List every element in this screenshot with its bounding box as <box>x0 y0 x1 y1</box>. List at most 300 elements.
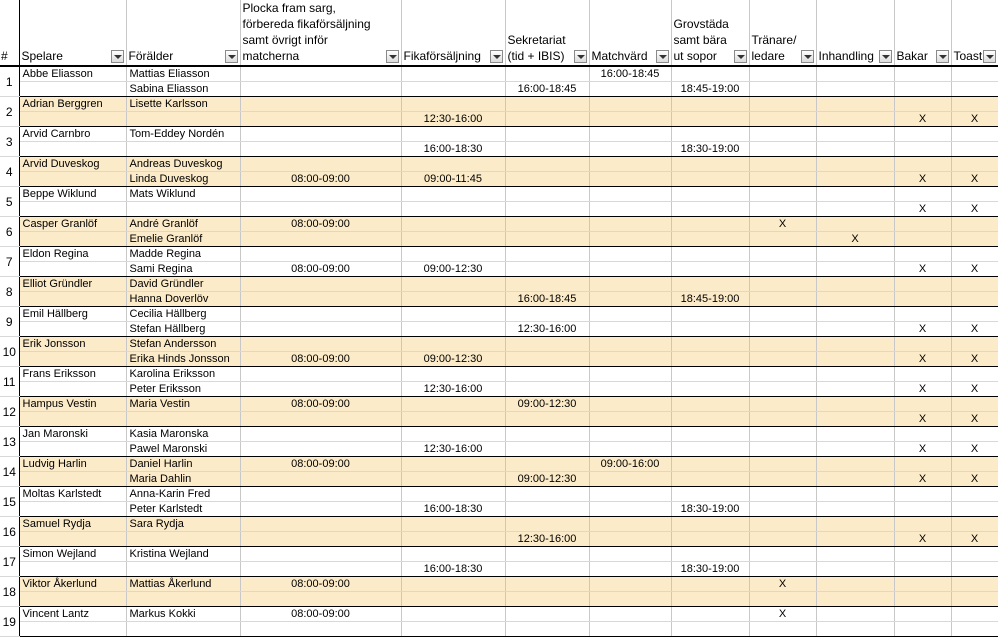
cell-plocka[interactable] <box>240 487 401 502</box>
cell-spelare[interactable]: Adrian Berggren <box>19 97 126 112</box>
cell-spelare[interactable]: Emil Hällberg <box>19 307 126 322</box>
cell-grovstada[interactable] <box>671 382 749 397</box>
cell-grovstada[interactable] <box>671 247 749 262</box>
cell-matchvard[interactable] <box>589 487 671 502</box>
cell-inhandling[interactable] <box>816 97 894 112</box>
cell-grovstada[interactable] <box>671 232 749 247</box>
cell-toast[interactable]: X <box>951 322 998 337</box>
cell-sekretariat[interactable] <box>505 142 589 157</box>
cell-toast[interactable]: X <box>951 172 998 187</box>
cell-tranare[interactable] <box>749 382 816 397</box>
cell-grovstada[interactable] <box>671 322 749 337</box>
cell-foralder[interactable]: Maria Dahlin <box>126 472 240 487</box>
row-number[interactable]: 10 <box>0 337 19 367</box>
cell-tranare[interactable] <box>749 127 816 142</box>
cell-sekretariat[interactable] <box>505 517 589 532</box>
cell-tranare[interactable] <box>749 457 816 472</box>
cell-toast[interactable] <box>951 127 998 142</box>
cell-toast[interactable] <box>951 157 998 172</box>
cell-grovstada[interactable] <box>671 187 749 202</box>
cell-tranare[interactable] <box>749 562 816 577</box>
cell-matchvard[interactable] <box>589 547 671 562</box>
cell-grovstada[interactable] <box>671 97 749 112</box>
cell-toast[interactable] <box>951 292 998 307</box>
cell-fika[interactable] <box>401 277 505 292</box>
cell-foralder[interactable]: David Gründler <box>126 277 240 292</box>
cell-sekretariat[interactable] <box>505 202 589 217</box>
cell-inhandling[interactable] <box>816 142 894 157</box>
cell-bakar[interactable] <box>894 277 951 292</box>
cell-matchvard[interactable] <box>589 502 671 517</box>
cell-foralder[interactable]: Sabina Eliasson <box>126 82 240 97</box>
cell-sekretariat[interactable] <box>505 367 589 382</box>
cell-bakar[interactable]: X <box>894 112 951 127</box>
cell-matchvard[interactable] <box>589 607 671 622</box>
cell-toast[interactable] <box>951 217 998 232</box>
cell-plocka[interactable]: 08:00-09:00 <box>240 457 401 472</box>
cell-spelare[interactable] <box>19 592 126 607</box>
cell-inhandling[interactable] <box>816 157 894 172</box>
cell-toast[interactable] <box>951 502 998 517</box>
cell-spelare[interactable] <box>19 562 126 577</box>
cell-toast[interactable]: X <box>951 262 998 277</box>
cell-spelare[interactable] <box>19 202 126 217</box>
cell-fika[interactable]: 12:30-16:00 <box>401 442 505 457</box>
cell-spelare[interactable]: Frans Eriksson <box>19 367 126 382</box>
cell-inhandling[interactable] <box>816 217 894 232</box>
cell-spelare[interactable] <box>19 322 126 337</box>
cell-spelare[interactable] <box>19 172 126 187</box>
row-number[interactable]: 9 <box>0 307 19 337</box>
cell-fika[interactable]: 16:00-18:30 <box>401 142 505 157</box>
cell-toast[interactable] <box>951 547 998 562</box>
cell-spelare[interactable] <box>19 82 126 97</box>
cell-plocka[interactable] <box>240 232 401 247</box>
cell-fika[interactable] <box>401 337 505 352</box>
cell-bakar[interactable] <box>894 502 951 517</box>
cell-matchvard[interactable] <box>589 142 671 157</box>
cell-sekretariat[interactable] <box>505 66 589 82</box>
cell-toast[interactable] <box>951 427 998 442</box>
cell-matchvard[interactable] <box>589 172 671 187</box>
cell-inhandling[interactable] <box>816 592 894 607</box>
cell-inhandling[interactable] <box>816 337 894 352</box>
cell-foralder[interactable]: Peter Eriksson <box>126 382 240 397</box>
cell-toast[interactable] <box>951 607 998 622</box>
cell-fika[interactable]: 12:30-16:00 <box>401 112 505 127</box>
cell-foralder[interactable] <box>126 412 240 427</box>
cell-matchvard[interactable] <box>589 187 671 202</box>
cell-fika[interactable] <box>401 232 505 247</box>
cell-matchvard[interactable] <box>589 412 671 427</box>
filter-dropdown-icon[interactable] <box>386 50 399 63</box>
cell-sekretariat[interactable]: 12:30-16:00 <box>505 532 589 547</box>
cell-sekretariat[interactable] <box>505 457 589 472</box>
cell-sekretariat[interactable] <box>505 157 589 172</box>
cell-bakar[interactable] <box>894 142 951 157</box>
cell-fika[interactable] <box>401 457 505 472</box>
cell-toast[interactable]: X <box>951 442 998 457</box>
cell-foralder[interactable]: Linda Duveskog <box>126 172 240 187</box>
cell-fika[interactable] <box>401 202 505 217</box>
cell-spelare[interactable]: Jan Maronski <box>19 427 126 442</box>
cell-sekretariat[interactable] <box>505 487 589 502</box>
cell-matchvard[interactable] <box>589 157 671 172</box>
cell-toast[interactable] <box>951 232 998 247</box>
cell-tranare[interactable] <box>749 472 816 487</box>
cell-plocka[interactable] <box>240 532 401 547</box>
cell-bakar[interactable] <box>894 82 951 97</box>
cell-foralder[interactable]: Maria Vestin <box>126 397 240 412</box>
cell-bakar[interactable] <box>894 607 951 622</box>
cell-tranare[interactable] <box>749 517 816 532</box>
cell-matchvard[interactable] <box>589 97 671 112</box>
cell-bakar[interactable]: X <box>894 172 951 187</box>
cell-inhandling[interactable] <box>816 367 894 382</box>
cell-fika[interactable]: 16:00-18:30 <box>401 502 505 517</box>
cell-grovstada[interactable] <box>671 202 749 217</box>
cell-fika[interactable] <box>401 127 505 142</box>
cell-tranare[interactable]: X <box>749 577 816 592</box>
cell-bakar[interactable] <box>894 66 951 82</box>
cell-matchvard[interactable] <box>589 472 671 487</box>
cell-fika[interactable]: 09:00-12:30 <box>401 262 505 277</box>
cell-plocka[interactable] <box>240 202 401 217</box>
cell-tranare[interactable] <box>749 172 816 187</box>
cell-bakar[interactable] <box>894 397 951 412</box>
cell-bakar[interactable] <box>894 517 951 532</box>
cell-plocka[interactable]: 08:00-09:00 <box>240 397 401 412</box>
row-number[interactable]: 15 <box>0 487 19 517</box>
cell-fika[interactable] <box>401 427 505 442</box>
cell-fika[interactable] <box>401 487 505 502</box>
cell-plocka[interactable]: 08:00-09:00 <box>240 262 401 277</box>
cell-grovstada[interactable]: 18:45-19:00 <box>671 82 749 97</box>
cell-grovstada[interactable] <box>671 127 749 142</box>
cell-grovstada[interactable] <box>671 427 749 442</box>
cell-toast[interactable]: X <box>951 472 998 487</box>
cell-matchvard[interactable] <box>589 112 671 127</box>
cell-grovstada[interactable] <box>671 172 749 187</box>
cell-plocka[interactable] <box>240 142 401 157</box>
row-number[interactable]: 5 <box>0 187 19 217</box>
cell-foralder[interactable]: André Granlöf <box>126 217 240 232</box>
cell-inhandling[interactable] <box>816 112 894 127</box>
cell-sekretariat[interactable] <box>505 277 589 292</box>
cell-spelare[interactable]: Ludvig Harlin <box>19 457 126 472</box>
cell-toast[interactable] <box>951 66 998 82</box>
cell-fika[interactable] <box>401 532 505 547</box>
cell-fika[interactable] <box>401 412 505 427</box>
cell-matchvard[interactable] <box>589 322 671 337</box>
row-number[interactable]: 13 <box>0 427 19 457</box>
cell-foralder[interactable]: Erika Hinds Jonsson <box>126 352 240 367</box>
cell-plocka[interactable] <box>240 82 401 97</box>
cell-matchvard[interactable] <box>589 307 671 322</box>
cell-spelare[interactable]: Abbe Eliasson <box>19 66 126 82</box>
cell-matchvard[interactable] <box>589 577 671 592</box>
cell-grovstada[interactable] <box>671 547 749 562</box>
cell-matchvard[interactable] <box>589 127 671 142</box>
filter-dropdown-icon[interactable] <box>879 50 892 63</box>
cell-toast[interactable]: X <box>951 112 998 127</box>
cell-foralder[interactable]: Mattias Eliasson <box>126 66 240 82</box>
cell-sekretariat[interactable] <box>505 232 589 247</box>
cell-bakar[interactable] <box>894 187 951 202</box>
cell-toast[interactable]: X <box>951 352 998 367</box>
cell-plocka[interactable]: 08:00-09:00 <box>240 577 401 592</box>
cell-foralder[interactable]: Markus Kokki <box>126 607 240 622</box>
cell-bakar[interactable]: X <box>894 382 951 397</box>
cell-grovstada[interactable] <box>671 592 749 607</box>
cell-tranare[interactable] <box>749 412 816 427</box>
row-number[interactable]: 18 <box>0 577 19 607</box>
cell-inhandling[interactable] <box>816 352 894 367</box>
cell-tranare[interactable] <box>749 82 816 97</box>
cell-grovstada[interactable] <box>671 442 749 457</box>
cell-fika[interactable] <box>401 322 505 337</box>
cell-bakar[interactable] <box>894 367 951 382</box>
cell-sekretariat[interactable] <box>505 412 589 427</box>
cell-bakar[interactable] <box>894 217 951 232</box>
cell-plocka[interactable] <box>240 247 401 262</box>
cell-matchvard[interactable] <box>589 82 671 97</box>
cell-grovstada[interactable] <box>671 457 749 472</box>
cell-matchvard[interactable] <box>589 202 671 217</box>
cell-tranare[interactable] <box>749 66 816 82</box>
cell-foralder[interactable]: Madde Regina <box>126 247 240 262</box>
cell-toast[interactable] <box>951 247 998 262</box>
cell-foralder[interactable]: Kristina Wejland <box>126 547 240 562</box>
cell-plocka[interactable] <box>240 472 401 487</box>
cell-toast[interactable]: X <box>951 412 998 427</box>
row-number[interactable]: 2 <box>0 97 19 127</box>
cell-inhandling[interactable] <box>816 442 894 457</box>
cell-sekretariat[interactable]: 09:00-12:30 <box>505 472 589 487</box>
cell-plocka[interactable]: 08:00-09:00 <box>240 172 401 187</box>
cell-plocka[interactable] <box>240 517 401 532</box>
cell-grovstada[interactable] <box>671 262 749 277</box>
cell-grovstada[interactable]: 18:45-19:00 <box>671 292 749 307</box>
cell-toast[interactable] <box>951 487 998 502</box>
cell-inhandling[interactable] <box>816 292 894 307</box>
cell-plocka[interactable] <box>240 66 401 82</box>
cell-sekretariat[interactable]: 09:00-12:30 <box>505 397 589 412</box>
cell-fika[interactable] <box>401 187 505 202</box>
cell-inhandling[interactable] <box>816 247 894 262</box>
cell-inhandling[interactable]: X <box>816 232 894 247</box>
cell-spelare[interactable] <box>19 112 126 127</box>
cell-foralder[interactable]: Mats Wiklund <box>126 187 240 202</box>
cell-matchvard[interactable] <box>589 562 671 577</box>
cell-spelare[interactable]: Samuel Rydja <box>19 517 126 532</box>
cell-fika[interactable] <box>401 472 505 487</box>
cell-matchvard[interactable]: 09:00-16:00 <box>589 457 671 472</box>
cell-inhandling[interactable] <box>816 307 894 322</box>
cell-fika[interactable] <box>401 97 505 112</box>
cell-bakar[interactable]: X <box>894 262 951 277</box>
cell-grovstada[interactable] <box>671 412 749 427</box>
cell-fika[interactable] <box>401 517 505 532</box>
cell-plocka[interactable] <box>240 322 401 337</box>
cell-inhandling[interactable] <box>816 577 894 592</box>
cell-toast[interactable] <box>951 277 998 292</box>
cell-bakar[interactable]: X <box>894 322 951 337</box>
row-number[interactable]: 14 <box>0 457 19 487</box>
cell-inhandling[interactable] <box>816 457 894 472</box>
cell-bakar[interactable] <box>894 487 951 502</box>
cell-plocka[interactable] <box>240 112 401 127</box>
cell-sekretariat[interactable]: 16:00-18:45 <box>505 292 589 307</box>
cell-grovstada[interactable] <box>671 157 749 172</box>
cell-foralder[interactable]: Pawel Maronski <box>126 442 240 457</box>
cell-foralder[interactable] <box>126 202 240 217</box>
cell-bakar[interactable]: X <box>894 442 951 457</box>
cell-sekretariat[interactable] <box>505 337 589 352</box>
cell-tranare[interactable] <box>749 187 816 202</box>
row-number[interactable]: 12 <box>0 397 19 427</box>
cell-toast[interactable] <box>951 517 998 532</box>
cell-grovstada[interactable] <box>671 577 749 592</box>
row-number[interactable]: 1 <box>0 66 19 97</box>
cell-foralder[interactable]: Andreas Duveskog <box>126 157 240 172</box>
cell-fika[interactable]: 09:00-11:45 <box>401 172 505 187</box>
cell-matchvard[interactable] <box>589 442 671 457</box>
cell-plocka[interactable] <box>240 547 401 562</box>
cell-foralder[interactable]: Anna-Karin Fred <box>126 487 240 502</box>
cell-spelare[interactable] <box>19 232 126 247</box>
row-number[interactable]: 6 <box>0 217 19 247</box>
cell-foralder[interactable]: Karolina Eriksson <box>126 367 240 382</box>
cell-tranare[interactable] <box>749 247 816 262</box>
row-number[interactable]: 7 <box>0 247 19 277</box>
cell-spelare[interactable]: Eldon Regina <box>19 247 126 262</box>
cell-toast[interactable] <box>951 592 998 607</box>
cell-sekretariat[interactable] <box>505 502 589 517</box>
cell-spelare[interactable]: Elliot Gründler <box>19 277 126 292</box>
cell-tranare[interactable] <box>749 307 816 322</box>
cell-spelare[interactable] <box>19 262 126 277</box>
cell-spelare[interactable]: Moltas Karlstedt <box>19 487 126 502</box>
row-number[interactable]: 3 <box>0 127 19 157</box>
cell-sekretariat[interactable] <box>505 262 589 277</box>
cell-foralder[interactable] <box>126 562 240 577</box>
cell-toast[interactable]: X <box>951 202 998 217</box>
cell-matchvard[interactable] <box>589 592 671 607</box>
cell-sekretariat[interactable] <box>505 592 589 607</box>
cell-grovstada[interactable] <box>671 367 749 382</box>
cell-plocka[interactable] <box>240 307 401 322</box>
cell-grovstada[interactable]: 18:30-19:00 <box>671 502 749 517</box>
cell-grovstada[interactable] <box>671 307 749 322</box>
cell-bakar[interactable] <box>894 247 951 262</box>
cell-matchvard[interactable] <box>589 352 671 367</box>
row-number[interactable]: 19 <box>0 607 19 637</box>
cell-inhandling[interactable] <box>816 562 894 577</box>
cell-fika[interactable] <box>401 547 505 562</box>
cell-foralder[interactable]: Daniel Harlin <box>126 457 240 472</box>
cell-grovstada[interactable] <box>671 487 749 502</box>
cell-toast[interactable] <box>951 97 998 112</box>
cell-inhandling[interactable] <box>816 322 894 337</box>
cell-matchvard[interactable] <box>589 427 671 442</box>
cell-plocka[interactable] <box>240 277 401 292</box>
row-number[interactable]: 4 <box>0 157 19 187</box>
filter-dropdown-icon[interactable] <box>225 50 238 63</box>
cell-tranare[interactable] <box>749 97 816 112</box>
cell-toast[interactable] <box>951 307 998 322</box>
cell-toast[interactable] <box>951 142 998 157</box>
cell-tranare[interactable]: X <box>749 607 816 622</box>
cell-sekretariat[interactable] <box>505 172 589 187</box>
row-number[interactable]: 8 <box>0 277 19 307</box>
cell-foralder[interactable]: Stefan Hällberg <box>126 322 240 337</box>
cell-foralder[interactable] <box>126 142 240 157</box>
cell-tranare[interactable] <box>749 547 816 562</box>
cell-inhandling[interactable] <box>816 172 894 187</box>
cell-fika[interactable] <box>401 157 505 172</box>
cell-bakar[interactable]: X <box>894 412 951 427</box>
cell-sekretariat[interactable] <box>505 97 589 112</box>
cell-grovstada[interactable] <box>671 517 749 532</box>
cell-bakar[interactable] <box>894 307 951 322</box>
cell-tranare[interactable] <box>749 322 816 337</box>
cell-foralder[interactable] <box>126 592 240 607</box>
cell-bakar[interactable] <box>894 562 951 577</box>
cell-tranare[interactable] <box>749 157 816 172</box>
cell-spelare[interactable]: Beppe Wiklund <box>19 187 126 202</box>
cell-grovstada[interactable] <box>671 66 749 82</box>
cell-bakar[interactable]: X <box>894 352 951 367</box>
cell-sekretariat[interactable] <box>505 352 589 367</box>
cell-bakar[interactable] <box>894 427 951 442</box>
cell-toast[interactable] <box>951 187 998 202</box>
cell-bakar[interactable] <box>894 457 951 472</box>
cell-spelare[interactable] <box>19 442 126 457</box>
cell-matchvard[interactable] <box>589 262 671 277</box>
cell-inhandling[interactable] <box>816 517 894 532</box>
cell-inhandling[interactable] <box>816 607 894 622</box>
cell-plocka[interactable] <box>240 157 401 172</box>
cell-tranare[interactable] <box>749 367 816 382</box>
cell-fika[interactable]: 09:00-12:30 <box>401 352 505 367</box>
cell-matchvard[interactable] <box>589 337 671 352</box>
cell-inhandling[interactable] <box>816 66 894 82</box>
cell-inhandling[interactable] <box>816 187 894 202</box>
cell-inhandling[interactable] <box>816 547 894 562</box>
cell-sekretariat[interactable] <box>505 307 589 322</box>
cell-spelare[interactable] <box>19 382 126 397</box>
cell-plocka[interactable] <box>240 427 401 442</box>
cell-spelare[interactable]: Simon Wejland <box>19 547 126 562</box>
cell-foralder[interactable]: Peter Karlstedt <box>126 502 240 517</box>
cell-fika[interactable] <box>401 217 505 232</box>
cell-grovstada[interactable] <box>671 397 749 412</box>
cell-sekretariat[interactable] <box>505 547 589 562</box>
cell-sekretariat[interactable] <box>505 217 589 232</box>
cell-plocka[interactable] <box>240 382 401 397</box>
cell-spelare[interactable]: Viktor Åkerlund <box>19 577 126 592</box>
cell-plocka[interactable] <box>240 562 401 577</box>
cell-plocka[interactable] <box>240 367 401 382</box>
cell-spelare[interactable] <box>19 412 126 427</box>
cell-bakar[interactable]: X <box>894 202 951 217</box>
cell-foralder[interactable]: Sara Rydja <box>126 517 240 532</box>
cell-grovstada[interactable] <box>671 472 749 487</box>
cell-matchvard[interactable] <box>589 217 671 232</box>
cell-spelare[interactable] <box>19 352 126 367</box>
cell-inhandling[interactable] <box>816 127 894 142</box>
